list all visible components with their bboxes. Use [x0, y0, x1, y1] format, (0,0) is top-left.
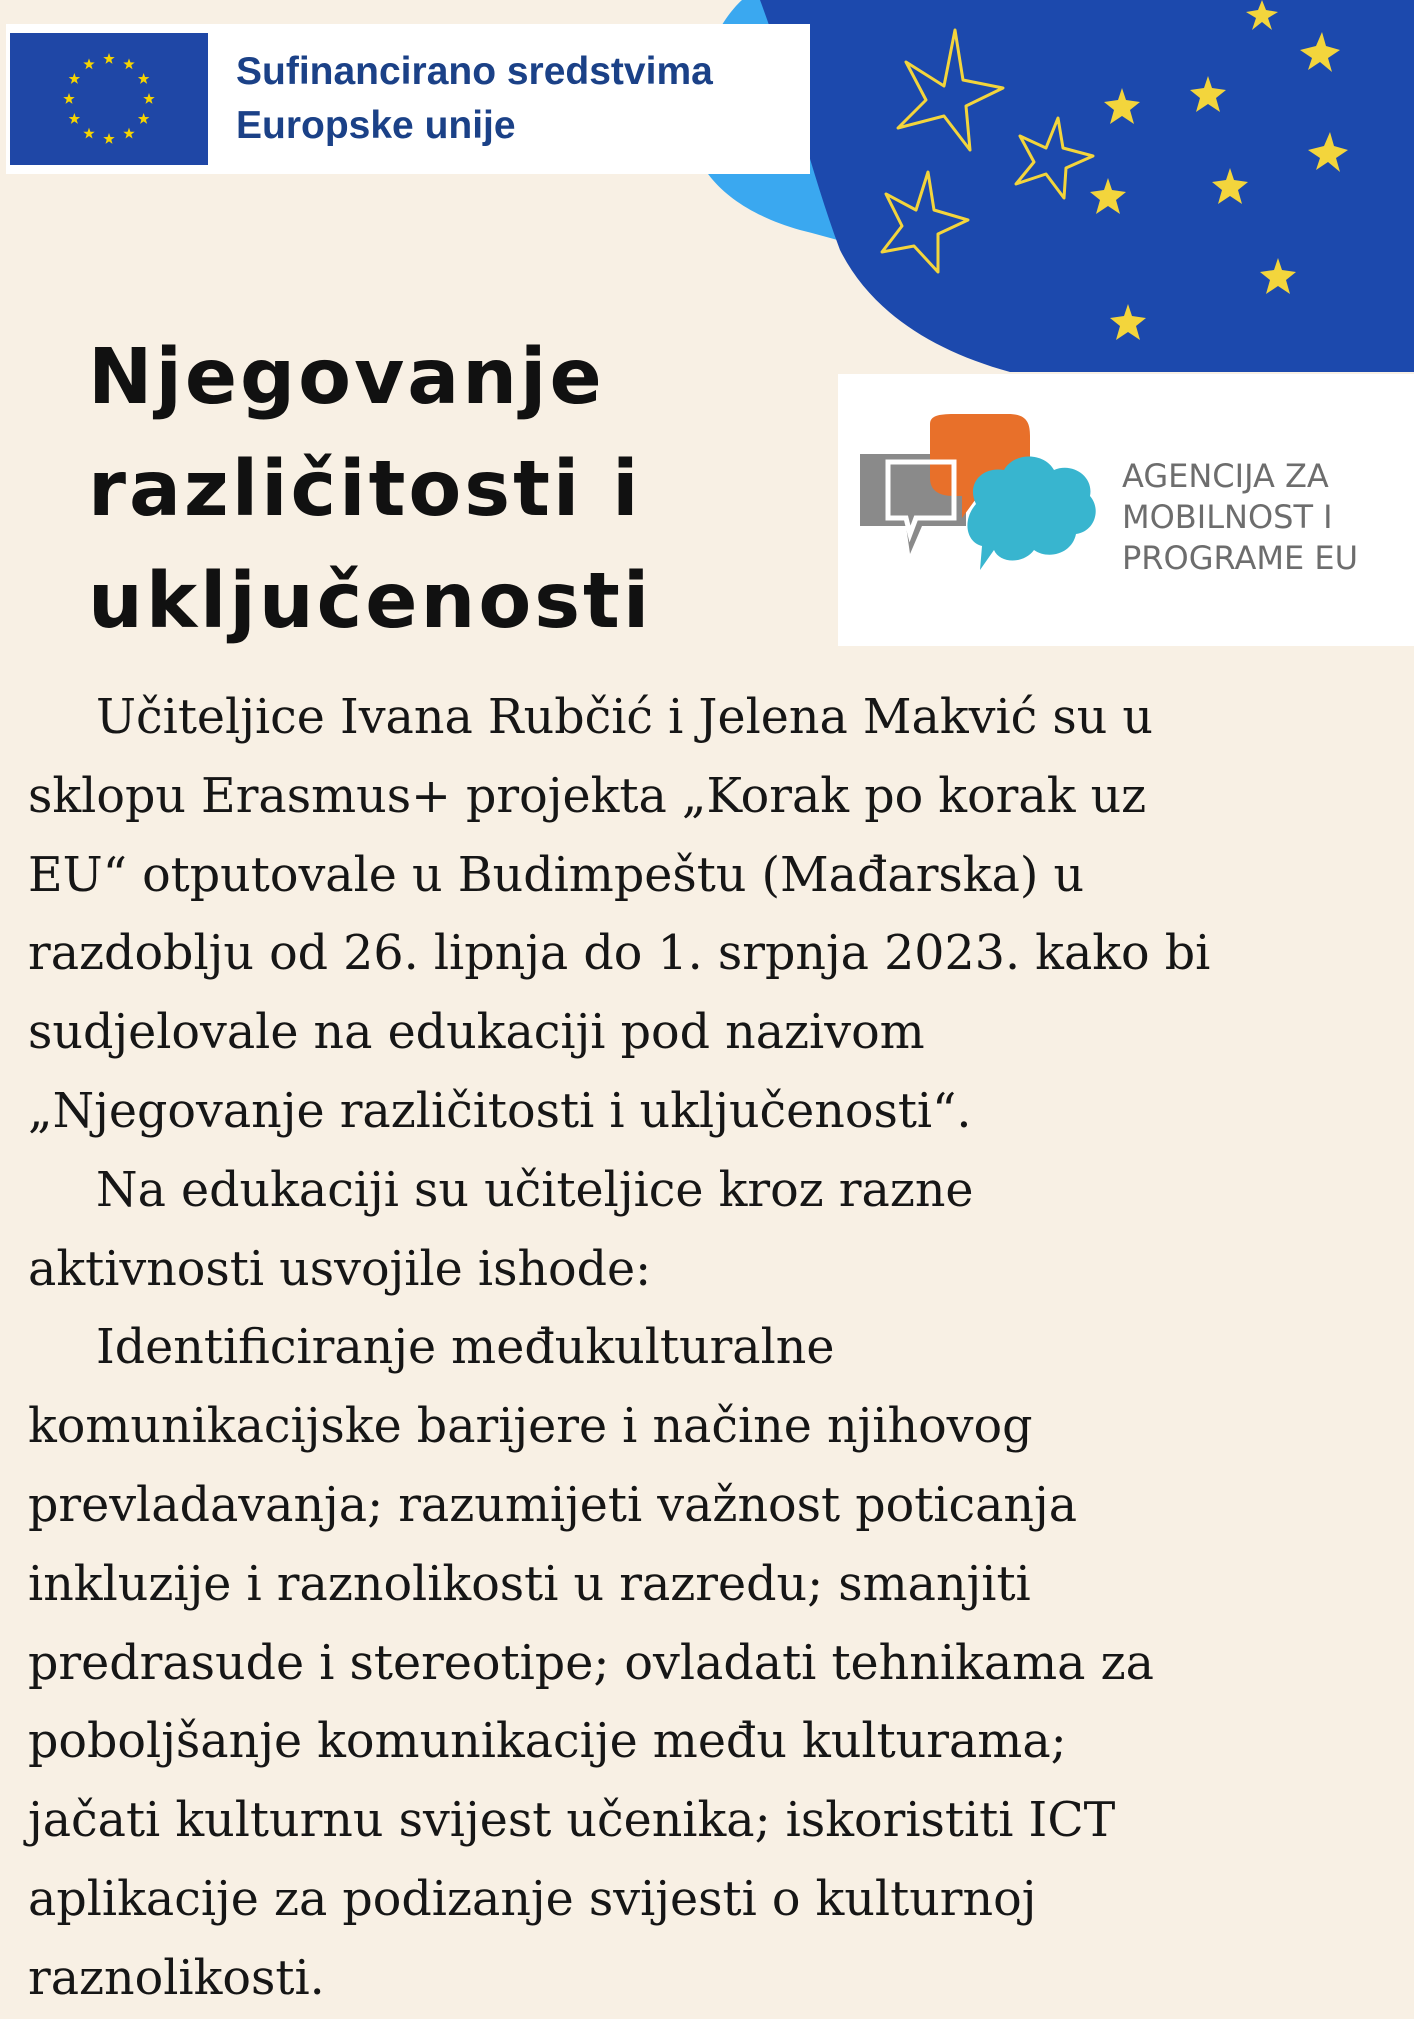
agency-name-line-3: PROGRAME EU [1122, 539, 1358, 577]
article-body [28, 679, 1398, 2019]
eu-funding-text [236, 45, 713, 153]
body-line: raznolikosti. [28, 1950, 325, 2006]
agency-name-line-2: MOBILNOST I [1122, 498, 1333, 536]
title-line-1: Njegovanje [88, 333, 605, 422]
body-line: aktivnosti usvojile ishode: [28, 1241, 652, 1297]
body-line: inkluzije i raznolikosti u razredu; smanjiti [28, 1556, 1031, 1612]
body-line: poboljšanje komunikacije među kulturama; [28, 1714, 1067, 1770]
agency-logo-box [838, 374, 1414, 646]
body-line: aplikacije za podizanje svijesti o kulturnoj [28, 1871, 1037, 1927]
eu-flag-icon [10, 33, 208, 165]
body-line: predrasude i stereotipe; ovladati tehnikama za [28, 1635, 1154, 1691]
eu-funding-banner [6, 24, 810, 174]
body-line: razdoblju od 26. lipnja do 1. srpnja 2023. kako bi [28, 926, 1211, 982]
page-title [88, 322, 652, 658]
title-line-3: uključenosti [88, 557, 653, 646]
body-line: Identificiranje međukulturalne [96, 1320, 835, 1376]
title-line-2: različitosti i [88, 445, 642, 534]
body-line: Na edukaciji su učiteljice kroz razne [96, 1162, 974, 1218]
eu-funding-line-1: Sufinancirano sredstvima [236, 50, 713, 93]
body-line: sklopu Erasmus+ projekta „Korak po korak uz [28, 768, 1147, 824]
body-line: komunikacijske barijere i načine njihovog [28, 1399, 1033, 1455]
agency-name [1122, 456, 1358, 579]
eu-funding-line-2: Europske unije [236, 104, 516, 147]
body-line: „Njegovanje različitosti i uključenosti“. [28, 1083, 972, 1139]
body-line: Učiteljice Ivana Rubčić i Jelena Makvić su u [96, 690, 1154, 745]
body-line: EU“ otputovale u Budimpeštu (Mađarska) u [28, 847, 1085, 903]
agency-name-line-1: AGENCIJA ZA [1122, 457, 1329, 495]
body-line: prevladavanja; razumijeti važnost poticanja [28, 1477, 1078, 1533]
speech-bubbles-icon [858, 414, 1098, 599]
body-line: jačati kulturnu svijest učenika; iskoristiti ICT [28, 1793, 1116, 1849]
body-line: sudjelovale na edukaciji pod nazivom [28, 1005, 925, 1061]
